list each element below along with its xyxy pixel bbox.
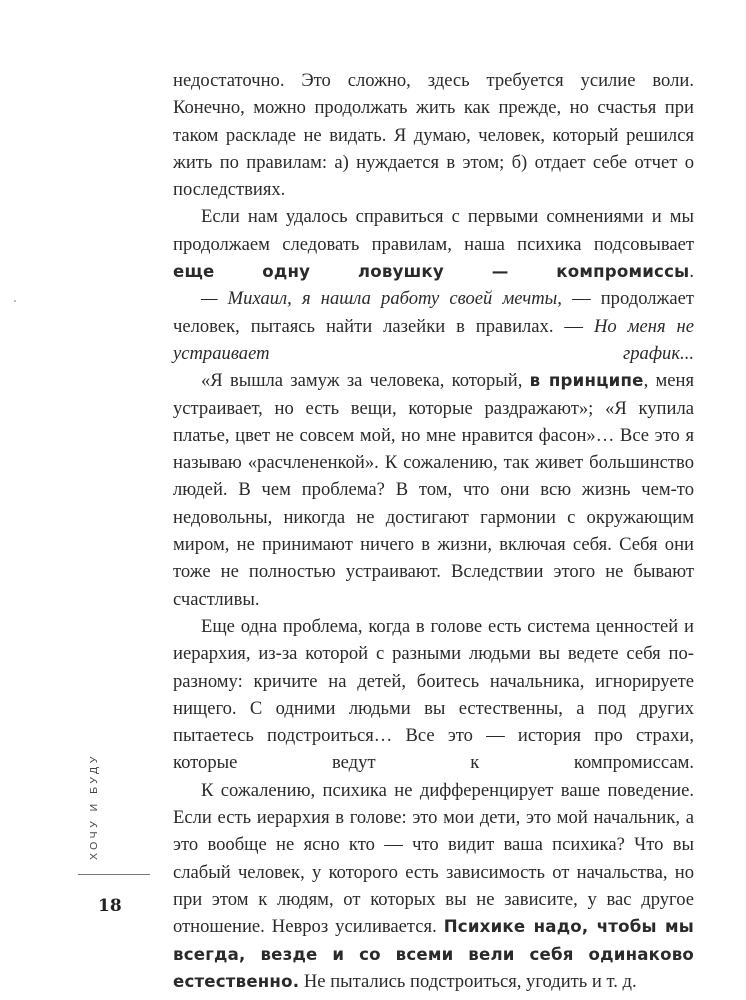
paragraph-1: недостаточно. Это сложно, здесь требуется усилие воли. Конечно, можно продолжать жить как прежде, но счастья при таком раскладе не видать. Я думаю, человек, который решился жить по правилам: а) нуждается в этом; б) отдает себе отчет о последствиях. — [173, 70, 694, 201]
paragraph-3-dialogue — [173, 285, 694, 367]
scan-speck — [14, 300, 16, 302]
paragraph-6-emphasis: Психике надо, чтобы мы всегда, везде и со всеми вели себя одинаково естественно. — [173, 917, 694, 991]
dialogue-line-1: — Михаил, я нашла работу своей мечты, — [201, 288, 562, 310]
paragraph-6-end: Не пытались подстроиться, угодить и т. д. — [299, 970, 637, 992]
paragraph-2-text: Если нам удалось справиться с первыми сомнениями и мы продолжаем следовать правилам, наша психика подсовывает — [173, 206, 694, 255]
paragraph-6 — [173, 777, 694, 995]
paragraph-6-text: К сожалению, психика не дифференцирует ваше поведение. Если есть иерархия в голове: это мои дети, это мой начальник, а это вообще не ясно кто — что видит ваша психика? Что вы слабый человек, у которого есть зависимость от начальства, но при этом к людям, от которых вы не зависите, у вас другое отношение. Невроз усиливается. — [173, 779, 694, 938]
paragraph-2 — [173, 203, 694, 285]
paragraph-4 — [173, 367, 694, 613]
paragraph-4-emphasis: в принципе — [529, 371, 644, 391]
paragraph-4-start: «Я вышла замуж за человека, который, — [201, 370, 530, 392]
paragraph-4-text: , меня устраивает, но есть вещи, которые раздражают»; «Я купила платье, цвет не совсем мой, но мне нравится фасон»… Все это я называю «расчлененкой». К сожалению, так живет большинство людей. В чем проблема? В том, что они всю жизнь чем-то недовольны, никогда не достигают гармонии с окружающим миром, не принимают ничего в жизни, включая себя. Себя они тоже не полностью устраивают. Вследствии этого не бывают счастливы. — [173, 370, 694, 610]
footer-rule — [78, 874, 150, 875]
paragraph-2-emphasis: еще одну ловушку — компромиссы — [173, 262, 690, 282]
paragraph-5: Еще одна проблема, когда в голове есть система ценностей и иерархия, из-за которой с разными людьми вы ведете себя по-разному: кричите на детей, боитесь начальника, игнорируете нищего. С одними людьми вы естественны, а под других пытаетесь подстроиться… Все это — история про страхи, которые ведут к компромиссам. — [173, 615, 694, 774]
paragraph-2-end: . — [689, 261, 694, 283]
dialogue-narration: — продолжает человек, пытаясь найти лазейки в правилах. — — [173, 288, 694, 337]
running-head: ХОЧУ И БУДУ — [88, 753, 100, 860]
body-text — [173, 67, 694, 995]
dialogue-line-2: Но меня не устраивает график... — [173, 315, 694, 364]
page-number: 18 — [98, 896, 122, 916]
